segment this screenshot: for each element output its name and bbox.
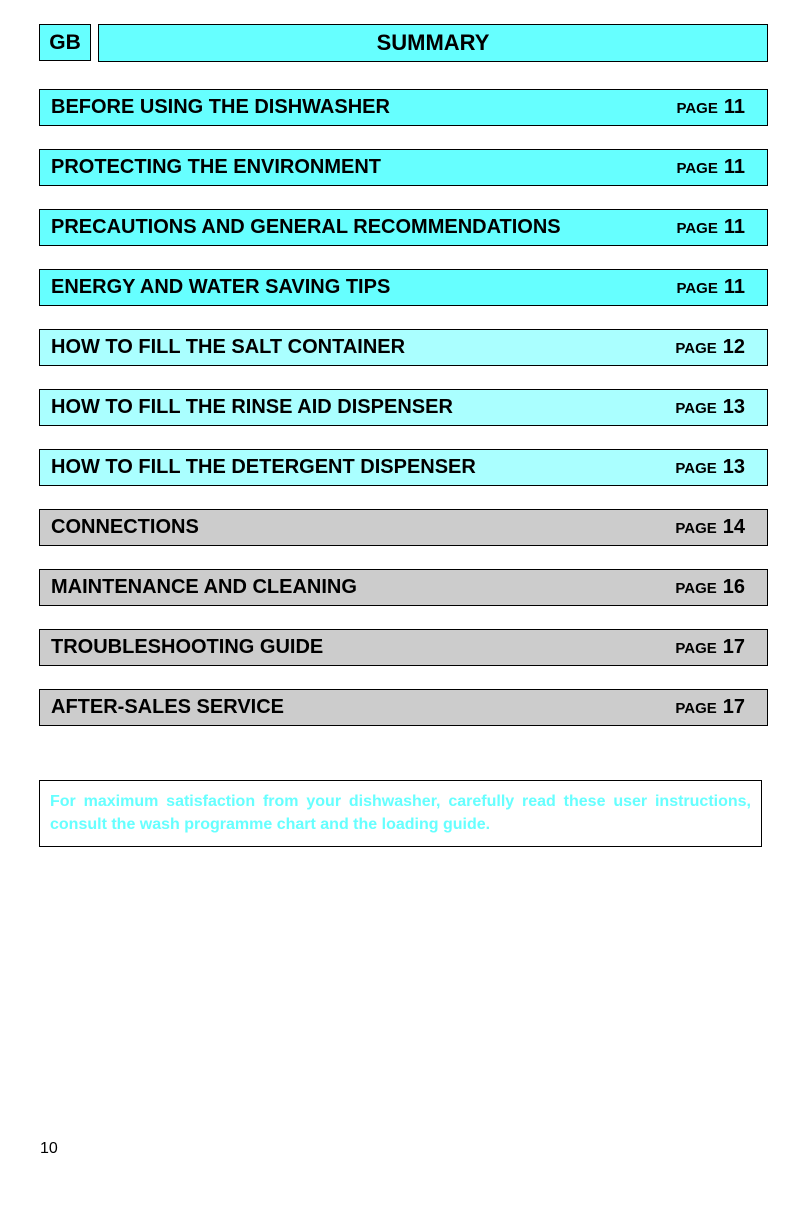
toc-page-word: PAGE (675, 580, 717, 597)
toc-item-troubleshooting[interactable] (39, 629, 768, 666)
toc-item-salt-container[interactable] (39, 329, 768, 366)
toc-item-page (676, 96, 745, 119)
toc-page-number: 11 (723, 276, 745, 298)
language-code-box (39, 24, 91, 61)
toc-item-detergent[interactable] (39, 449, 768, 486)
toc-page-number: 14 (722, 516, 745, 538)
toc-item-page (676, 216, 745, 239)
toc-page-number: 16 (722, 576, 745, 598)
toc-item-page (675, 636, 745, 659)
toc-item-precautions[interactable] (39, 209, 768, 246)
toc-item-page (675, 396, 745, 419)
toc-item-page (676, 156, 745, 179)
toc-item-title: HOW TO FILL THE RINSE AID DISPENSER (51, 396, 453, 418)
toc-page-word: PAGE (675, 520, 717, 537)
toc-page-word: PAGE (675, 640, 717, 657)
toc-page-number: 17 (722, 636, 745, 658)
toc-page-word: PAGE (676, 220, 718, 237)
toc-item-page (675, 696, 745, 719)
toc-item-energy-saving[interactable] (39, 269, 768, 306)
note-text: For maximum satisfaction from your dishwasher, carefully read these user instructions, consult the wash programme chart and the loading guide. (50, 793, 751, 833)
table-of-contents (39, 89, 768, 749)
toc-item-title: AFTER-SALES SERVICE (51, 696, 284, 718)
toc-page-word: PAGE (676, 160, 718, 177)
summary-header (98, 24, 768, 62)
toc-page-word: PAGE (675, 340, 717, 357)
toc-item-page (676, 276, 745, 299)
toc-page-word: PAGE (675, 460, 717, 477)
toc-item-page (675, 456, 745, 479)
toc-page-number: 11 (723, 216, 745, 238)
toc-item-page (675, 336, 745, 359)
toc-page-number: 11 (723, 156, 745, 178)
toc-page-number: 13 (722, 456, 745, 478)
toc-item-title: PRECAUTIONS AND GENERAL RECOMMENDATIONS (51, 216, 561, 238)
toc-page-number: 11 (723, 96, 745, 118)
toc-page-number: 12 (722, 336, 745, 358)
toc-page-number: 17 (722, 696, 745, 718)
toc-item-title: MAINTENANCE AND CLEANING (51, 576, 357, 598)
toc-item-title: CONNECTIONS (51, 516, 199, 538)
reading-advice-note (39, 780, 762, 847)
page-title: SUMMARY (376, 30, 490, 55)
toc-page-word: PAGE (675, 700, 717, 717)
toc-item-after-sales[interactable] (39, 689, 768, 726)
toc-item-maintenance[interactable] (39, 569, 768, 606)
toc-page-number: 13 (722, 396, 745, 418)
language-code: GB (49, 30, 81, 54)
toc-item-title: ENERGY AND WATER SAVING TIPS (51, 276, 391, 298)
toc-item-title: HOW TO FILL THE SALT CONTAINER (51, 336, 406, 358)
toc-item-protecting-environment[interactable] (39, 149, 768, 186)
toc-item-title: PROTECTING THE ENVIRONMENT (51, 156, 382, 178)
page-number: 10 (40, 1140, 58, 1157)
toc-item-title: BEFORE USING THE DISHWASHER (51, 96, 390, 118)
toc-page-word: PAGE (676, 100, 718, 117)
toc-item-page (675, 576, 745, 599)
toc-page-word: PAGE (676, 280, 718, 297)
toc-item-connections[interactable] (39, 509, 768, 546)
toc-item-title: HOW TO FILL THE DETERGENT DISPENSER (51, 456, 476, 478)
toc-item-title: TROUBLESHOOTING GUIDE (51, 636, 324, 658)
toc-item-rinse-aid[interactable] (39, 389, 768, 426)
toc-item-page (675, 516, 745, 539)
toc-item-before-using[interactable] (39, 89, 768, 126)
toc-page-word: PAGE (675, 400, 717, 417)
